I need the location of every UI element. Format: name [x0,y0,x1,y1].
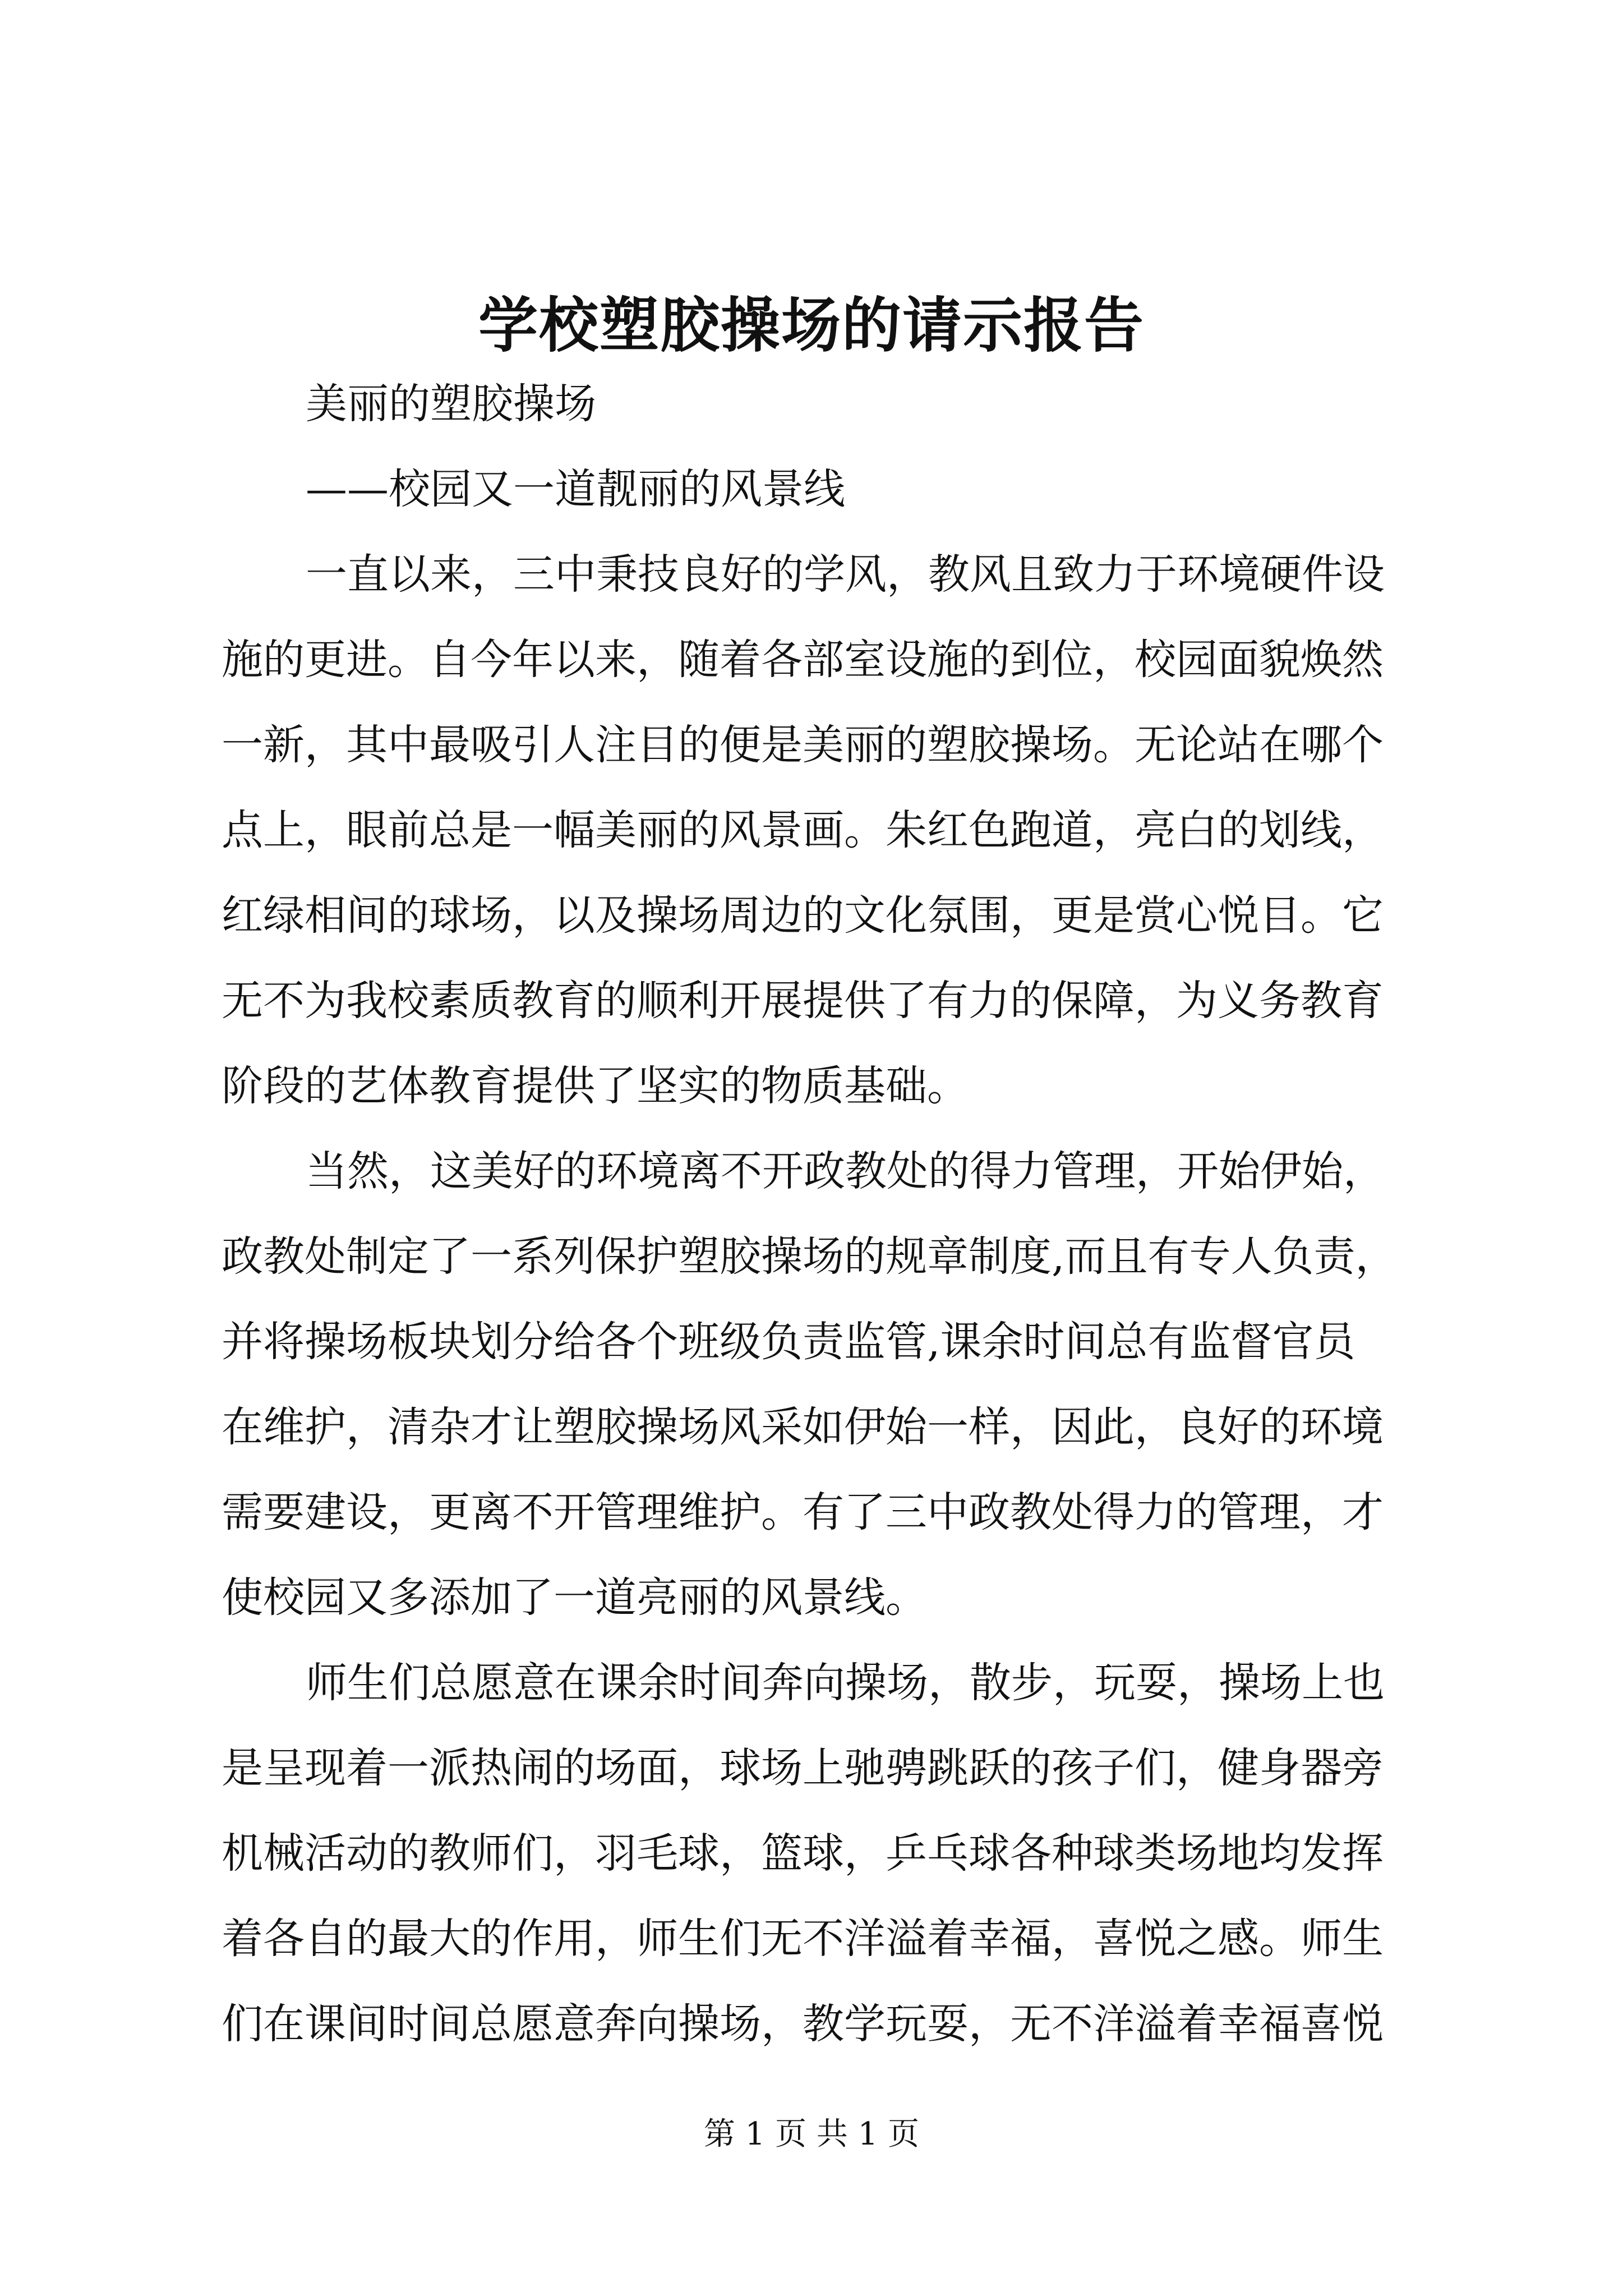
body-line: 施的更进。自今年以来，随着各部室设施的到位，校园面貌焕然 [222,636,1384,684]
body-line: 红绿相间的球场，以及操场周边的文化氛围，更是赏心悦目。它 [222,891,1384,940]
body-line: 是呈现着一派热闹的场面，球场上驰骋跳跃的孩子们，健身器旁 [222,1744,1384,1792]
body-line: 一新，其中最吸引人注目的便是美丽的塑胶操场。无论站在哪个 [222,721,1384,769]
body-line: 使校园又多添加了一道亮丽的风景线。 [222,1573,927,1622]
body-line: 无不为我校素质教育的顺利开展提供了有力的保障，为义务教育 [222,977,1384,1025]
body-line: 并将操场板块划分给各个班级负责监管,课余时间总有监督官员 [222,1318,1355,1366]
body-line: 点上，眼前总是一幅美丽的风景画。朱红色跑道，亮白的划线， [222,806,1384,854]
body-line: 需要建设，更离不开管理维护。有了三中政教处得力的管理，才 [222,1488,1384,1536]
body-line: 着各自的最大的作用，师生们无不洋溢着幸福，喜悦之感。师生 [222,1915,1384,1963]
body-line: 阶段的艺体教育提供了坚实的物质基础。 [222,1062,969,1110]
body-line: 机械活动的教师们，羽毛球，篮球，乒乓球各种球类场地均发挥 [222,1829,1384,1878]
body-line: 当然，这美好的环境离不开政教处的得力管理，开始伊始， [306,1147,1385,1195]
body-line: 在维护，清杂才让塑胶操场风采如伊始一样，因此，良好的环境 [222,1403,1384,1451]
body-line: ——校园又一道靓丽的风景线 [306,465,845,513]
body-line: 一直以来，三中秉技良好的学风，教风且致力于环境硬件设 [306,550,1385,599]
page-number-footer: 第 1 页 共 1 页 [703,2116,920,2152]
body-line: 们在课间时间总愿意奔向操场，教学玩耍，无不洋溢着幸福喜悦 [222,2000,1384,2048]
body-line: 美丽的塑胶操场 [306,380,596,428]
document-title: 学校塑胶操场的请示报告 [478,290,1145,360]
body-line: 师生们总愿意在课余时间奔向操场，散步，玩耍，操场上也 [306,1659,1385,1707]
body-line: 政教处制定了一系列保护塑胶操场的规章制度,而且有专人负责， [222,1232,1397,1281]
